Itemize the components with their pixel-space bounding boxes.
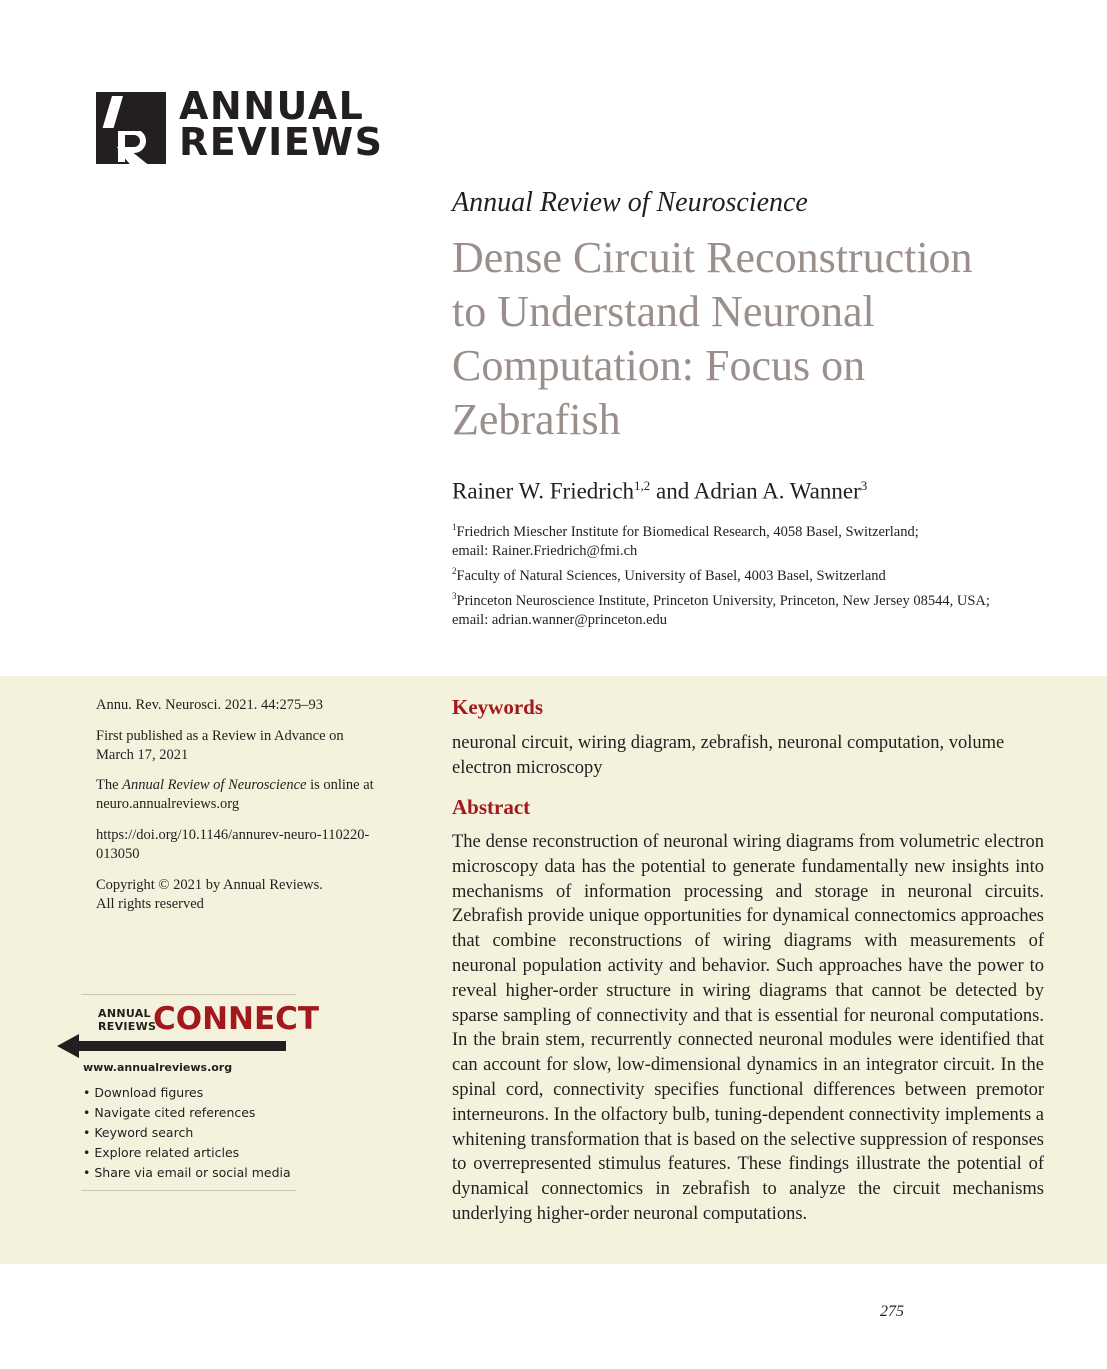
doi-line-2[interactable]: 013050 [96,846,140,862]
abstract-text: The dense reconstruction of neuronal wiring diagrams from volumetric electron microscopy data has the potential to generate fundamentally new insights into mechanisms of information processing and storage in neuronal circuits. Zebrafish provide unique opportunities for dynamical connectomics approaches that combine reconstructions of wiring diagrams with measurements of neuronal population activity and behavior. Such approaches have the power to reveal higher-order structure in wiring diagrams that cannot be detected by sparse sampling of connectivity and that is essential for neuronal computations. In the brain stem, recurrently connected neuronal modules were identified that can account for slow, low-dimensional dynamics in an integrator circuit. In the spinal cord, connectivity specifies functional differences between premotor interneurons. In the olfactory bulb, tuning-dependent connectivity implements a whitening transformation that is based on the selective suppression of responses to overrepresented stimulus features. These findings illustrate the potential of dynamical connectomics in zebrafish to analyze the circuit mechanisms underlying higher-order neuronal computations. [452,832,1044,1224]
abstract-heading: Abstract [452,795,531,819]
annual-reviews-logo [96,84,384,166]
article-title [452,231,1072,447]
list-item: • Keyword search [83,1123,291,1143]
connect-feature-list [83,1083,291,1183]
affil-sup: 3 [452,591,457,601]
affil-text: Faculty of Natural Sciences, University of Basel, 4003 Basel, Switzerland [456,567,886,584]
author-list [452,478,867,505]
author-affil-sup: 1,2 [634,478,651,493]
list-item: • Explore related articles [83,1143,291,1163]
affil-email[interactable]: email: Rainer.Friedrich@fmi.ch [452,542,638,559]
published-line-1: First published as a Review in Advance on [96,728,344,744]
copyright-line-2: All rights reserved [96,896,204,912]
keywords-heading: Keywords [452,695,543,719]
affiliation-3 [452,587,1072,630]
online-pre: The [96,777,123,793]
logo-line-2: REVIEWS [179,120,384,164]
publication-note [96,727,406,765]
doi-link[interactable] [96,826,406,864]
affil-sup: 1 [452,522,457,532]
connect-small-line-2: REVIEWS [98,1020,157,1033]
author-name: Rainer W. Friedrich [452,478,635,504]
logo-wordmark [179,84,384,164]
affil-sup: 2 [452,566,457,576]
author-conjunction: and [650,478,694,504]
online-note [96,776,406,814]
keywords-text: neuronal circuit, wiring diagram, zebrafish, neuronal computation, volume electron microscopy [452,733,1005,778]
title-line: to Understand Neuronal [452,287,875,336]
list-item: • Download figures [83,1083,291,1103]
citation: Annu. Rev. Neurosci. 2021. 44:275–93 [96,697,324,713]
page-number: 275 [880,1303,904,1320]
logo-line-1: ANNUAL [179,84,365,128]
list-item: • Navigate cited references [83,1103,291,1123]
arrow-left-icon [57,1033,287,1059]
journal-name: Annual Review of Neuroscience [452,187,808,218]
affil-text: Princeton Neuroscience Institute, Princeton University, Princeton, New Jersey 08544, USA; [456,592,990,609]
copyright-line-1: Copyright © 2021 by Annual Reviews. [96,877,323,893]
online-journal: Annual Review of Neuroscience [122,777,307,793]
journal-url-link[interactable]: neuro.annualreviews.org [96,796,240,812]
online-post: is online at [306,777,374,793]
affil-email[interactable]: email: adrian.wanner@princeton.edu [452,611,668,628]
author-name: Adrian A. Wanner [693,478,861,504]
published-line-2: March 17, 2021 [96,747,189,763]
list-item: • Share via email or social media [83,1163,291,1183]
affil-text: Friedrich Miescher Institute for Biomedical Research, 4058 Basel, Switzerland; [456,523,919,540]
title-line: Dense Circuit Reconstruction [452,233,973,282]
title-line: Computation: Focus on [452,341,866,390]
doi-line-1[interactable]: https://doi.org/10.1146/annurev-neuro-110220- [96,827,370,843]
connect-wordmark: CONNECT [153,1001,320,1037]
title-line: Zebrafish [452,395,621,444]
connect-small-logo [98,1007,156,1033]
author-affil-sup: 3 [860,478,868,493]
connect-small-line-1: ANNUAL [98,1007,151,1020]
affiliation-2 [452,562,1072,586]
annual-reviews-connect-box[interactable] [81,994,320,1191]
copyright [96,876,406,914]
ar-logo-icon [96,92,166,164]
affiliation-1 [452,518,1072,561]
connect-url-link[interactable]: www.annualreviews.org [83,1061,233,1074]
